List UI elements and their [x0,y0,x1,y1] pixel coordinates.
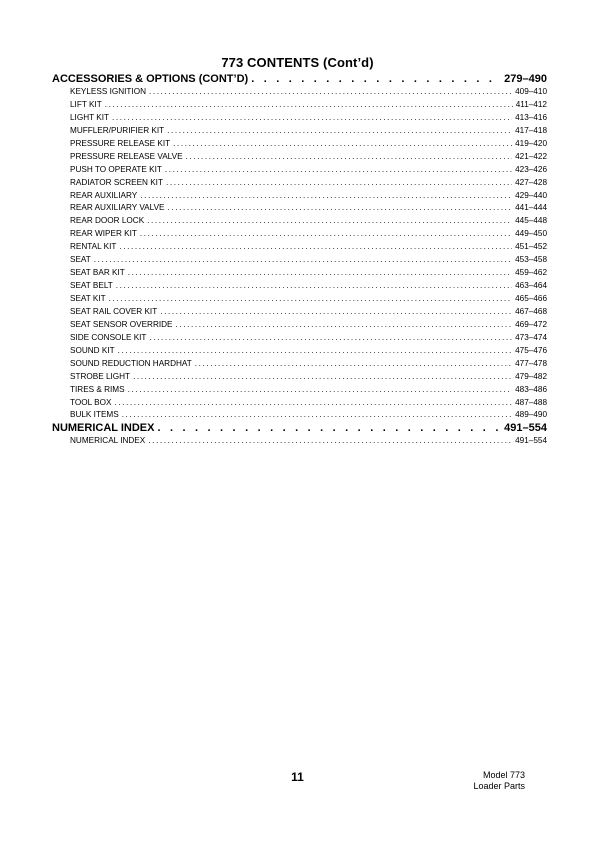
toc-entry-pages: 477–478 [515,358,547,368]
toc-entry-label: SEAT BELT [70,281,113,291]
toc-entry-pages: 417–418 [515,125,547,135]
toc-entry [52,319,547,332]
toc-entry-pages: 487–488 [515,397,547,407]
dot-leader [149,86,512,99]
toc-section-label: ACCESSORIES & OPTIONS (CONT’D) [52,73,249,85]
toc-entry [52,371,547,384]
toc-entry [52,125,547,138]
page-title: 773 CONTENTS (Cont’d) [221,55,374,70]
toc-entry-pages: 491–554 [515,436,547,446]
toc-entry [52,112,547,125]
dot-leader [176,319,513,332]
toc-entry [52,190,547,203]
toc-entry-pages: 465–466 [515,294,547,303]
toc-entry [52,228,547,241]
toc-entry-label: SEAT BAR KIT [70,268,125,278]
toc-entry [52,267,547,280]
toc-entry-label: REAR DOOR LOCK [70,216,145,226]
toc-entry-pages: 451–452 [515,242,547,252]
page-number: 11 [291,770,304,784]
toc-entry-label: SEAT RAIL COVER KIT [70,306,158,316]
toc-entry [52,241,547,254]
dot-leader [109,293,512,306]
toc-entry [52,164,547,177]
toc-entry [52,358,547,371]
toc-entry-label: PUSH TO OPERATE KIT [70,164,162,174]
footer-document-line: Loader Parts [473,781,525,791]
toc-entry-label: LIFT KIT [70,99,102,109]
toc-section-heading [52,73,547,86]
dot-leader [186,151,513,164]
footer-model-info [473,770,525,792]
dot-leader [122,409,512,422]
toc-entry-pages: 479–482 [515,371,547,381]
toc-entry-label: SOUND REDUCTION HARDHAT [70,358,192,368]
toc-entry-label: PRESSURE RELEASE VALVE [70,151,183,161]
toc-section-heading [52,422,547,435]
toc-entry-pages: 441–444 [515,203,547,213]
toc-entry-pages: 483–486 [515,384,547,394]
toc-entry-label: MUFFLER/PURIFIER KIT [70,125,165,135]
dot-leader [148,435,512,448]
dot-leader [173,138,512,151]
toc-entry-pages: 421–422 [515,151,547,161]
toc-entry-pages: 423–426 [515,164,547,174]
dot-leader [168,202,513,215]
dot-leader [112,112,512,125]
toc-entry-label: STROBE LIGHT [70,371,131,381]
toc-entry [52,306,547,319]
dot-leader [165,164,512,177]
dot-leader [147,215,512,228]
toc-entry-label: SEAT [70,255,91,265]
toc-entry [52,151,547,164]
dot-leader [167,125,512,138]
dot-leader [94,254,512,267]
dot-leader [166,177,512,190]
toc-entry-pages: 469–472 [515,319,547,329]
toc-entry-pages: 453–458 [515,255,547,265]
toc-entry-label: KEYLESS IGNITION [70,87,146,96]
table-of-contents [52,73,547,448]
toc-entry-label: REAR WIPER KIT [70,229,137,239]
toc-entry-label: REAR AUXILIARY VALVE [70,203,165,213]
toc-entry-pages: 411–412 [515,99,547,109]
dot-leader [149,332,512,345]
dot-leader [160,306,512,319]
dot-leader [119,241,512,254]
toc-entry-label: RADIATOR SCREEN KIT [70,177,163,187]
toc-entry-pages: 413–416 [515,112,547,122]
toc-entry [52,332,547,345]
toc-entry [52,409,547,422]
toc-entry [52,215,547,228]
toc-entry-pages: 445–448 [515,216,547,226]
dot-leader [116,280,512,293]
dot-leader [105,99,513,112]
toc-entry [52,293,547,306]
toc-entry-pages: 475–476 [515,345,547,355]
dot-leader [128,384,513,397]
footer-model-line: Model 773 [482,770,525,780]
dot-leader [157,422,501,435]
toc-entry-label: NUMERICAL INDEX [70,436,146,446]
dot-leader [128,267,512,280]
dot-leader [114,397,512,410]
toc-entry-label: SOUND KIT [70,345,115,355]
toc-entry-label: TIRES & RIMS [70,384,125,394]
toc-entry [52,280,547,293]
toc-entry-pages: 427–428 [515,177,547,187]
toc-entry-pages: 429–440 [515,190,547,200]
toc-entry-label: RENTAL KIT [70,242,117,252]
toc-entry [52,384,547,397]
toc-entry-pages: 467–468 [515,306,547,316]
toc-section-pages: 491–554 [504,422,547,435]
dot-leader [140,228,512,241]
toc-entry-pages: 459–462 [515,268,547,278]
toc-entry [52,397,547,410]
toc-entry-label: REAR AUXILIARY [70,190,138,200]
toc-entry [52,202,547,215]
dot-leader [140,190,512,203]
toc-entry-label: SEAT SENSOR OVERRIDE [70,319,173,329]
toc-entry [52,138,547,151]
toc-entry [52,254,547,267]
dot-leader [133,371,512,384]
dot-leader [118,345,513,358]
toc-entry-pages: 473–474 [515,332,547,342]
toc-entry-label: SEAT KIT [70,294,106,303]
toc-entry-pages: 419–420 [515,138,547,148]
toc-entry-pages: 489–490 [515,410,547,420]
toc-entry-pages: 463–464 [515,281,547,291]
toc-section-pages: 279–490 [504,73,547,85]
toc-entry-label: BULK ITEMS [70,410,119,420]
dot-leader [195,358,512,371]
toc-entry [52,177,547,190]
dot-leader [251,73,501,86]
toc-entry [52,99,547,112]
toc-entry [52,435,547,448]
toc-entry-label: TOOL BOX [70,397,112,407]
toc-entry-label: LIGHT KIT [70,112,109,122]
toc-entry [52,86,547,99]
toc-entry-label: PRESSURE RELEASE KIT [70,138,171,148]
toc-section-label: NUMERICAL INDEX [52,422,155,435]
toc-entry [52,345,547,358]
toc-entry-pages: 409–410 [515,87,547,96]
toc-entry-pages: 449–450 [515,229,547,239]
toc-entry-label: SIDE CONSOLE KIT [70,332,147,342]
